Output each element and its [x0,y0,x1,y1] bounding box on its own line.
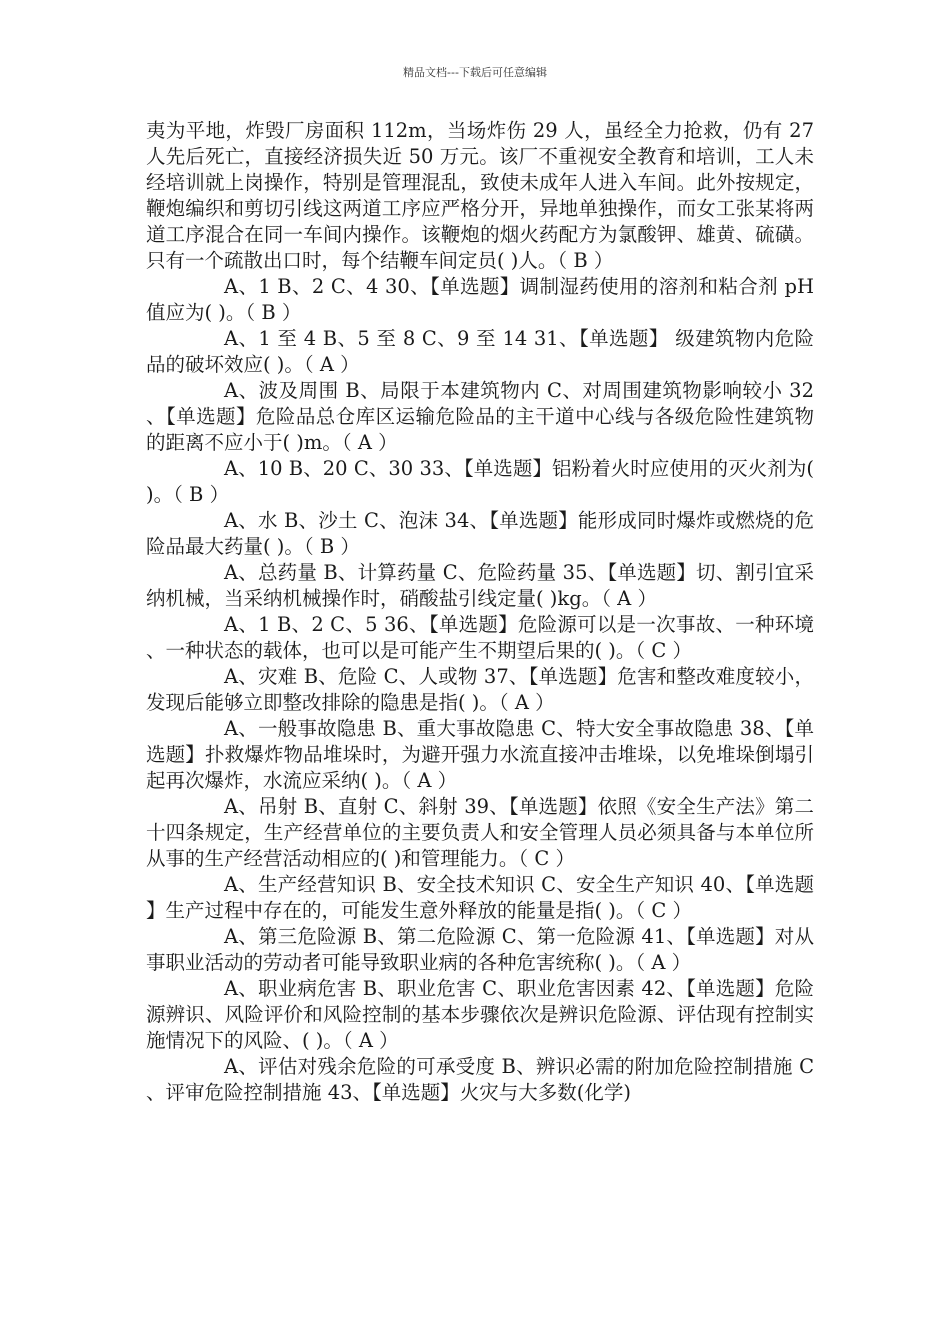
paragraph: A、总药量 B、计算药量 C、危险药量 35、【单选题】切、割引宜采纳机械，当采纳机械操作时，硝酸盐引线定量( )kg。（ A ） [146,561,814,610]
paragraph: A、评估对残余危险的可承受度 B、辨识必需的附加危险控制措施 C、评审危险控制措施 43、【单选题】火灾与大多数(化学) [146,1055,814,1104]
paragraph: A、1 至 4 B、5 至 8 C、9 至 14 31、【单选题】 级建筑物内危险品的破坏效应( )。（ A ） [146,327,814,376]
paragraph: 夷为平地，炸毁厂房面积 112m，当场炸伤 29 人，虽经全力抢救，仍有 27 人先后死亡，直接经济损失近 50 万元。该厂不重视安全教育和培训，工人未经培训就上岗操作，特别是管理混乱，致使未成年人进入车间。此外按规定，鞭炮编织和剪切引线这两道工序应严格分开，异地单独操作，而女工张某将两道工序混合在同一车间内操作。该鞭炮的烟火药配方为氯酸钾、雄黄、硫磺。只有一个疏散出口时，每个结鞭车间定员( )人。（ B ） [146,119,821,272]
paragraph: A、10 B、20 C、30 33、【单选题】铝粉着火时应使用的灭火剂为( )。（ B ） [146,457,821,506]
paragraph: A、波及周围 B、局限于本建筑物内 C、对周围建筑物影响较小 32、【单选题】危险品总仓库区运输危险品的主干道中心线与各级危险性建筑物的距离不应小于( )m。（ A ） [146,379,814,454]
paragraph: A、1 B、2 C、5 36、【单选题】危险源可以是一次事故、一种环境、一种状态的载体，也可以是可能产生不期望后果的( )。（ C ） [146,613,814,662]
paragraph: A、吊射 B、直射 C、斜射 39、【单选题】依照《安全生产法》第二十四条规定，生产经营单位的主要负责人和安全管理人员必须具备与本单位所从事的生产经营活动相应的( )和管理能力。（ C ） [146,795,814,870]
paragraph: A、水 B、沙土 C、泡沫 34、【单选题】能形成同时爆炸或燃烧的危险品最大药量( )。（ B ） [146,509,814,558]
paragraph: A、生产经营知识 B、安全技术知识 C、安全生产知识 40、【单选题】生产过程中存在的，可能发生意外释放的能量是指( )。（ C ） [146,873,814,922]
paragraph: A、灾难 B、危险 C、人或物 37、【单选题】危害和整改难度较小，发现后能够立即整改排除的隐患是指( )。（ A ） [146,665,814,714]
document-body [146,118,821,1106]
page-header: 精品文档---下载后可任意编辑 [403,66,547,79]
paragraph: A、1 B、2 C、4 30、【单选题】调制湿药使用的溶剂和粘合剂 pH 值应为( )。（ B ） [146,275,821,324]
paragraph: A、职业病危害 B、职业危害 C、职业危害因素 42、【单选题】危险源辨识、风险评价和风险控制的基本步骤依次是辨识危险源、评估现有控制实施情况下的风险、( )。（ A ） [146,977,814,1052]
paragraph: A、一般事故隐患 B、重大事故隐患 C、特大安全事故隐患 38、【单选题】扑救爆炸物品堆垛时，为避开强力水流直接冲击堆垛，以免堆垛倒塌引起再次爆炸，水流应采纳( )。（ A ） [146,717,814,792]
paragraph: A、第三危险源 B、第二危险源 C、第一危险源 41、【单选题】对从事职业活动的劳动者可能导致职业病的各种危害统称( )。（ A ） [146,925,814,974]
